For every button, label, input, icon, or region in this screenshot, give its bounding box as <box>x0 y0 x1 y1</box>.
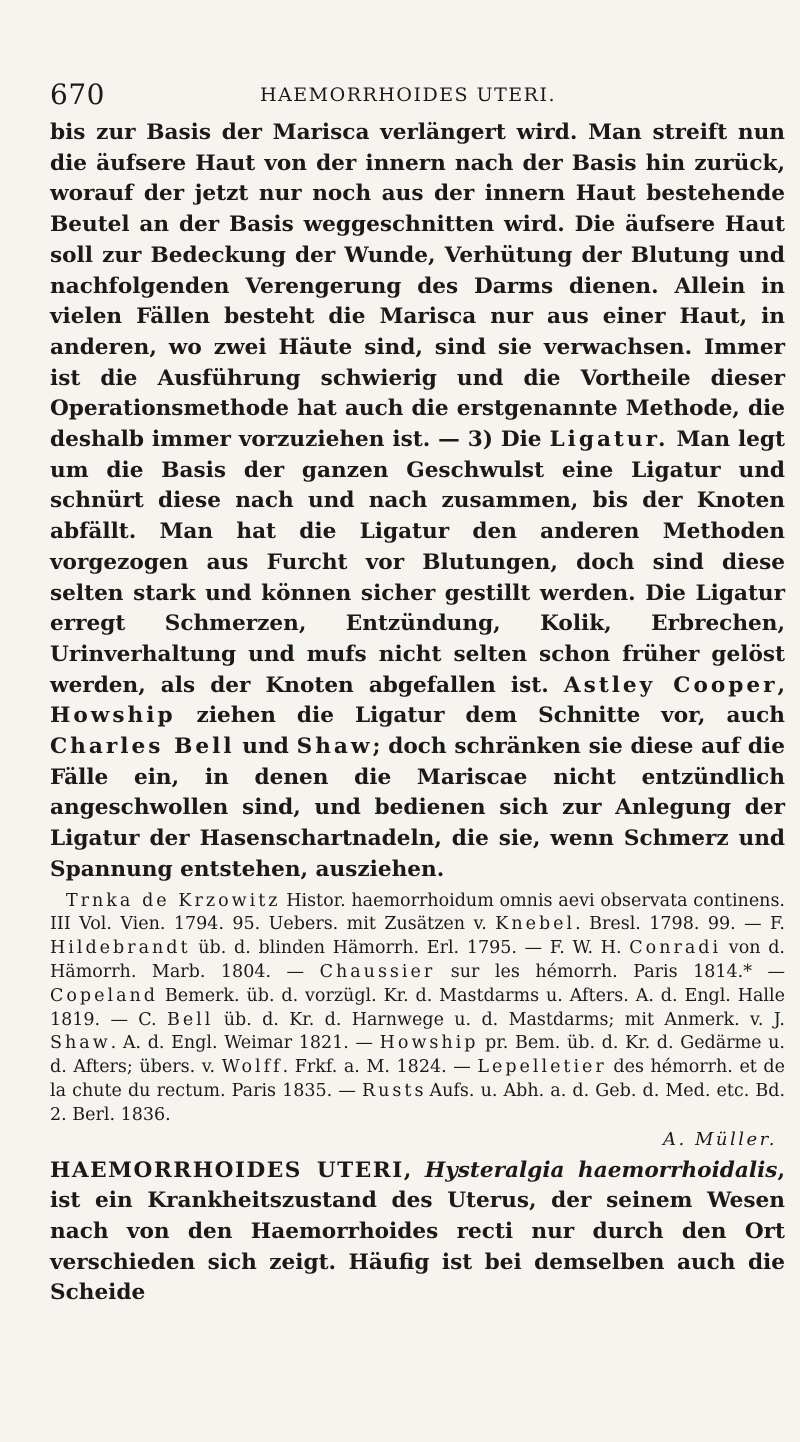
text-run: und <box>234 734 297 760</box>
ref-text: . A. d. Engl. Weimar 1821. — <box>110 1033 380 1054</box>
ref-text: üb. d. blinden Hämorrh. Erl. 1795. — F. W. H. <box>190 938 630 959</box>
text-run: Man legt um die Basis der ganzen Geschwulst eine Ligatur und schnürt diese nach und nach zusammen, bis der Knoten abfällt. Man hat die Ligatur den anderen Methoden vorgezogen aus Furcht vor Blutungen, doch sind diese selten stark und können sicher gestillt werden. Die Ligatur erregt Schmerzen, Entzündung, Kolik, Erbrechen, Urinverhaltung und mufs nicht selten schon früher gelöst werden, als der Knoten abgefallen ist. <box>50 427 785 698</box>
ref-text: von d. Hämorrh. Marb. 1804. — <box>50 938 785 982</box>
author-rust: Rust <box>361 1080 415 1101</box>
references <box>50 890 785 1152</box>
author-trnka: Trnka de Krzowitz <box>66 890 281 911</box>
entry-gloss: Hysteralgia haemorrhoidalis <box>424 1157 778 1183</box>
author-shaw: Shaw <box>50 1033 111 1054</box>
name-charles-bell: Charles Bell <box>50 734 235 760</box>
author-chaussier: Chaussier <box>319 961 436 982</box>
ref-text: Bemerk. üb. d. vorzügl. Kr. d. Mastdarms u. Afters. A. d. Engl. Halle 1819. — C. <box>50 985 785 1030</box>
text-run: bis zur Basis der Marisca verlängert wird. Man streift nun die äufsere Haut von der innern nach der Basis hin zurück, worauf der jetzt nur noch aus der innern Haut bestehende Beutel an der Basis weggeschnitten wird. Die äufsere Haut soll zur Bedeckung der Wunde, Verhütung der Blutung und nachfolgenden Verengerung des Darms dienen. Allein in vielen Fällen besteht die Marisca nur aus einer Haut, in anderen, wo zwei Häute sind, sind sie verwachsen. Immer ist die Ausführung schwierig und die Vortheile dieser Operationsmethode hat auch die erstgenannte Methode, die deshalb immer vorzuziehen ist. — 3) Die <box>50 120 785 453</box>
text-run: ; doch schränken sie diese auf die Fälle ein, in denen die Mariscae nicht entzündlich angeschwollen sind, und bedienen sich zur Anlegung der Ligatur der Hasenschartnadeln, die sie, wenn Schmerz und Spannung entstehen, ausziehen. <box>50 734 785 882</box>
author-lepelletier: Lepelletier <box>477 1057 607 1078</box>
term-ligatur: Ligatur. <box>549 427 669 453</box>
author-conradi: Conradi <box>629 938 722 959</box>
main-text <box>50 118 785 886</box>
ref-text: . Frkf. a. M. 1824. — <box>282 1057 478 1078</box>
name-howship: Howship <box>50 703 176 729</box>
ref-text: s Aufs. u. Abh. a. d. Geb. d. Med. etc. Bd. 2. Berl. 1836. <box>50 1080 786 1125</box>
ref-text: des hémorrh. et de la chute du rectum. Paris 1835. — <box>50 1057 785 1101</box>
ref-text: üb. d. Kr. d. Harnwege u. d. Mastdarms; mit Anmerk. v. J. <box>213 1009 785 1030</box>
text-run: , <box>777 672 785 698</box>
name-astley-cooper: Astley Cooper <box>563 672 778 698</box>
author-copeland: Copeland <box>50 985 158 1006</box>
running-head <box>50 78 785 112</box>
text-run: ziehen die Ligatur dem Schnitte vor, auch <box>175 703 785 729</box>
author-wolff: Wolff <box>221 1057 283 1078</box>
book-page <box>50 78 785 1309</box>
reference-list <box>50 890 785 1128</box>
author-howship: Howship <box>379 1033 479 1054</box>
entry-text: , ist ein Krankheitszustand des Uterus, der seinem Wesen nach von den Haemorrhoides recti nur durch den Ort verschieden sich zeigt. Häufig ist bei demselben auch die Scheide <box>50 1157 785 1306</box>
author-knebel: Knebel <box>495 914 576 935</box>
entry-paragraph <box>50 1156 785 1310</box>
author-bell: Bell <box>166 1009 214 1030</box>
ref-text: pr. Bem. üb. d. Kr. d. Gedärme u. d. Afters; übers. v. <box>50 1033 785 1078</box>
name-shaw: Shaw <box>296 734 373 760</box>
ref-text: sur les hémorrh. Paris 1814.* — <box>435 961 785 982</box>
running-title: HAEMORRHOIDES UTERI. <box>260 84 557 106</box>
author-signature: A. Müller. <box>663 1128 777 1150</box>
text-run: , <box>403 1157 425 1183</box>
paragraph-ligature-method <box>50 118 785 886</box>
ref-text: Histor. haemorrhoidum omnis aevi observata continens. III Vol. Vien. 1794. 95. Uebers. mit Zusätzen v. <box>50 890 785 935</box>
page-number: 670 <box>50 78 105 111</box>
ref-text: . Bresl. 1798. 99. — F. <box>575 914 785 935</box>
encyclopedia-entry <box>50 1156 785 1310</box>
author-hildebrandt: Hildebrandt <box>50 938 191 959</box>
entry-headword: HAEMORRHOIDES UTERI <box>50 1157 404 1183</box>
